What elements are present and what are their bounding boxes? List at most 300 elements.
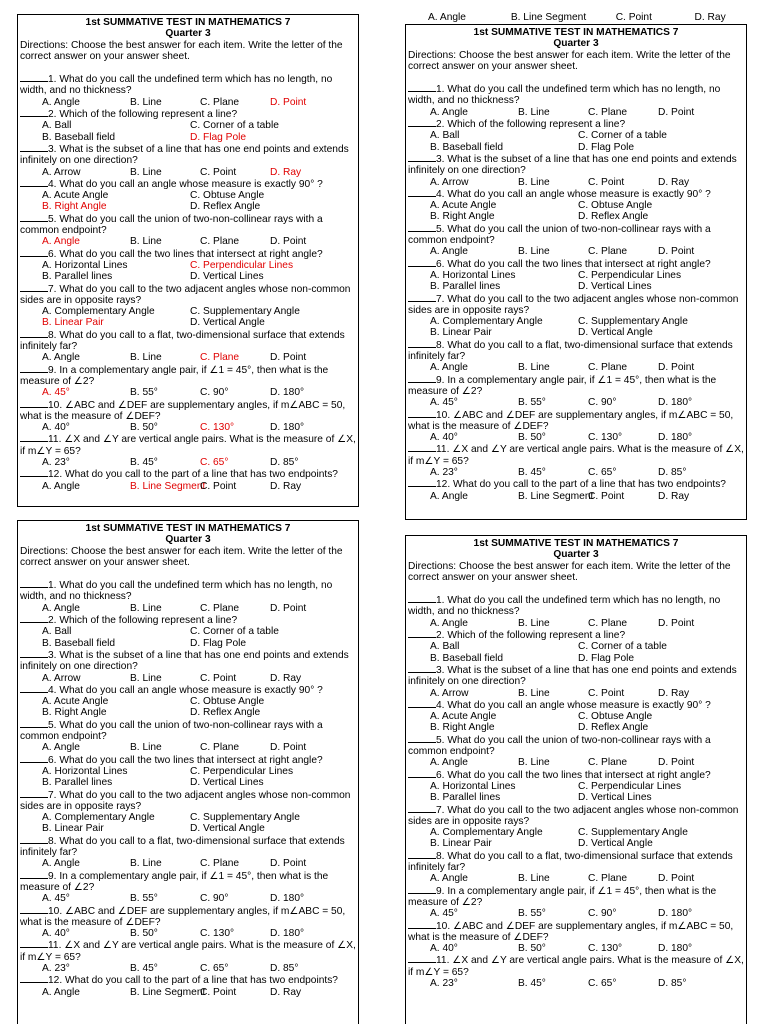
choice-option: C. Plane (200, 742, 240, 754)
question-item (408, 153, 744, 177)
choice-option: B. Line (130, 672, 162, 684)
question-item (408, 118, 744, 130)
choice-option: A. 23° (430, 977, 458, 989)
answer-blank (408, 258, 436, 267)
answer-blank (408, 83, 436, 92)
choices-row (20, 271, 356, 282)
answer-blank (20, 108, 48, 117)
answer-blank (408, 118, 436, 127)
choice-option: C. 130° (588, 432, 623, 444)
answer-blank (20, 614, 48, 623)
question-item (20, 73, 356, 97)
choice-option: A. Ball (430, 641, 460, 653)
choice-option: B. Line (518, 873, 550, 885)
choices-row (20, 120, 356, 131)
choice-option: A. 23° (430, 466, 458, 478)
choice-option: D. Flag Pole (578, 652, 635, 664)
choice-option: B. Line (518, 106, 550, 118)
choice-option: A. Angle (42, 742, 80, 754)
sheet-title: 1st SUMMATIVE TEST IN MATHEMATICS 7 (85, 17, 291, 28)
choice-option: C. Plane (588, 106, 628, 118)
choice-option: B. Parallel lines (430, 281, 501, 293)
choices-row (20, 603, 356, 614)
choice-option: A. Horizontal Lines (42, 259, 128, 271)
choice-option: C. Corner of a table (578, 641, 667, 653)
choice-option: D. Flag Pole (190, 131, 247, 143)
answer-blank (20, 433, 48, 442)
question-item (20, 213, 356, 237)
choice-option: C. Point (200, 986, 237, 998)
choices-row (408, 130, 744, 141)
question-text: 6. What do you call the two lines that intersect at right angle? (436, 258, 711, 270)
choices-row (20, 858, 356, 869)
choices-row (20, 626, 356, 637)
choice-option: C. Perpendicular Lines (578, 269, 682, 281)
choices-row (20, 236, 356, 247)
choice-option: A. Angle (430, 873, 468, 885)
choice-option: D. Vertical Angle (190, 317, 265, 329)
question-text: 6. What do you call the two lines that intersect at right angle? (48, 754, 323, 766)
question-item (408, 664, 744, 688)
choice-option: D. Ray (658, 687, 690, 699)
question-text: 12. What do you call to the part of a line that has two endpoints? (48, 469, 338, 481)
choices-row (408, 200, 744, 211)
answer-blank (408, 769, 436, 778)
choice-option: B. Baseball field (430, 141, 504, 153)
choice-option: C. Plane (200, 602, 240, 614)
answer-blank (20, 399, 48, 408)
quarter-label: Quarter 3 (165, 28, 211, 40)
choice-option: C. Point (200, 166, 237, 178)
choice-option: B. Line (518, 617, 550, 629)
choice-option: C. Plane (588, 362, 628, 374)
answer-blank (408, 478, 436, 487)
choice-d: D. Ray (694, 12, 726, 23)
answer-blank (20, 649, 48, 658)
choices-row (408, 397, 744, 408)
choice-option: A. Arrow (42, 672, 81, 684)
choice-option: D. Flag Pole (578, 141, 635, 153)
choice-option: A. 45° (42, 387, 70, 399)
question-text: 10. ∠ABC and ∠DEF are supplementary angles, if m∠ABC = 50, what is the measure of ∠DEF? (408, 920, 734, 943)
answer-blank (408, 409, 436, 418)
choice-b: B. Line Segment (510, 12, 587, 23)
question-item (408, 804, 744, 828)
choice-option: C. Perpendicular Lines (190, 765, 294, 777)
choice-option: B. Right Angle (430, 722, 495, 734)
choice-option: B. 50° (130, 928, 158, 940)
question-text: 11. ∠X and ∠Y are vertical angle pairs. What is the measure of ∠X, if m∠Y = 65? (408, 444, 744, 467)
choice-option: A. Angle (430, 490, 468, 502)
choice-option: B. Parallel lines (430, 792, 501, 804)
question-text: 2. Which of the following represent a line? (48, 109, 238, 121)
choice-option: C. Point (200, 480, 237, 492)
answer-blank (408, 804, 436, 813)
question-text: 4. What do you call an angle whose measure is exactly 90° ? (436, 699, 711, 711)
test-sheet-2 (405, 24, 747, 520)
choice-option: A. Angle (430, 246, 468, 258)
question-item (20, 870, 356, 894)
choices-row (20, 696, 356, 707)
question-item (20, 684, 356, 696)
choices-row (20, 201, 356, 212)
choice-option: A. Acute Angle (42, 696, 109, 708)
choices-row (408, 316, 744, 327)
choices-row (20, 167, 356, 178)
question-text: 4. What do you call an angle whose measure is exactly 90° ? (48, 178, 323, 190)
choice-option: B. Line (518, 687, 550, 699)
choice-option: B. 45° (518, 466, 546, 478)
choice-option: B. Right Angle (42, 201, 107, 213)
choice-option: D. Vertical Angle (578, 838, 653, 850)
choice-option: C. Corner of a table (190, 120, 279, 132)
quarter-label: Quarter 3 (553, 549, 599, 561)
answer-blank (20, 73, 48, 82)
choice-option: A. 23° (42, 962, 70, 974)
answer-blank (408, 885, 436, 894)
question-text: 7. What do you call to the two adjacent angles whose non-common sides are in opposite rays? (20, 283, 351, 306)
choice-option: D. Point (270, 96, 307, 108)
choices-row (20, 638, 356, 649)
choice-option: D. Vertical Lines (190, 777, 264, 789)
choice-option: A. Complementary Angle (42, 306, 155, 318)
question-item (20, 649, 356, 673)
choice-option: B. Line (130, 602, 162, 614)
question-text: 5. What do you call the union of two-non-collinear rays with a common endpoint? (408, 734, 711, 758)
choices-row (408, 327, 744, 338)
question-text: 8. What do you call to a flat, two-dimensional surface that extends infinitely far? (408, 850, 733, 874)
question-text: 5. What do you call the union of two-non-collinear rays with a common endpoint? (20, 719, 323, 743)
choice-option: C. Point (588, 687, 625, 699)
choices-row (20, 673, 356, 684)
choice-option: A. Angle (430, 757, 468, 769)
answer-blank (20, 468, 48, 477)
choice-option: A. Angle (42, 858, 80, 870)
directions: Directions: Choose the best answer for each item. Write the letter of the correct answer on your answer sheet. (20, 39, 343, 62)
choice-option: B. 45° (130, 456, 158, 468)
choice-option: B. Linear Pair (42, 823, 104, 835)
answer-blank (20, 143, 48, 152)
answer-blank (408, 699, 436, 708)
choice-option: D. 180° (658, 908, 693, 920)
choices-row (20, 987, 356, 998)
choice-option: C. Point (200, 672, 237, 684)
choice-option: D. Vertical Lines (190, 271, 264, 283)
choice-option: C. Obtuse Angle (578, 711, 653, 723)
choice-option: D. 85° (270, 456, 299, 468)
question-text: 9. In a complementary angle pair, if ∠1 = 45°, then what is the measure of ∠2? (20, 364, 329, 387)
question-text: 4. What do you call an angle whose measure is exactly 90° ? (436, 188, 711, 200)
choices-row (408, 177, 744, 188)
choice-option: C. Plane (588, 873, 628, 885)
question-item (408, 258, 744, 270)
choice-option: A. Arrow (42, 166, 81, 178)
choice-option: B. 50° (518, 432, 546, 444)
question-item (20, 108, 356, 120)
question-item (20, 468, 356, 480)
choice-option: C. Supplementary Angle (190, 812, 300, 824)
choices-row (20, 306, 356, 317)
question-item (408, 920, 744, 944)
choices-row (408, 873, 744, 884)
question-item (408, 734, 744, 758)
question-item (408, 954, 744, 978)
choice-option: D. Ray (658, 176, 690, 188)
choice-option: C. 130° (588, 943, 623, 955)
question-item (408, 409, 744, 433)
question-item (20, 754, 356, 766)
choice-option: A. Angle (430, 362, 468, 374)
choice-option: D. Point (270, 858, 307, 870)
question-item (20, 178, 356, 190)
question-item (408, 293, 744, 317)
choice-option: B. Right Angle (430, 211, 495, 223)
choice-option: B. Parallel lines (42, 777, 113, 789)
choice-option: B. 50° (130, 422, 158, 434)
choice-option: A. Complementary Angle (430, 827, 543, 839)
choice-option: C. 65° (200, 962, 229, 974)
choices-row (20, 317, 356, 328)
choice-option: A. Angle (42, 602, 80, 614)
choice-option: D. 180° (270, 928, 305, 940)
choice-option: C. Point (588, 176, 625, 188)
choices-row (20, 422, 356, 433)
question-text: 2. Which of the following represent a line? (436, 630, 626, 642)
question-text: 12. What do you call to the part of a line that has two endpoints? (436, 479, 726, 491)
choice-option: B. Parallel lines (42, 271, 113, 283)
choice-option: D. Point (658, 617, 695, 629)
sheet-title: 1st SUMMATIVE TEST IN MATHEMATICS 7 (85, 523, 291, 534)
choice-option: B. Line (518, 246, 550, 258)
choice-option: A. Complementary Angle (430, 316, 543, 328)
choice-option: C. Supplementary Angle (578, 827, 688, 839)
choice-option: B. Line Segment (130, 480, 206, 492)
choice-option: B. Line Segment (130, 986, 206, 998)
choice-option: A. Angle (42, 352, 80, 364)
choice-option: C. Plane (200, 96, 240, 108)
answer-blank (20, 835, 48, 844)
answer-blank (408, 188, 436, 197)
choice-c: C. Point (615, 12, 652, 23)
question-item (408, 339, 744, 363)
choice-option: D. Flag Pole (190, 637, 247, 649)
choice-option: C. 90° (200, 387, 229, 399)
question-text: 5. What do you call the union of two-non-collinear rays with a common endpoint? (20, 213, 323, 237)
question-item (408, 83, 744, 107)
sheet-title: 1st SUMMATIVE TEST IN MATHEMATICS 7 (473, 27, 679, 38)
choices-row (408, 270, 744, 281)
answer-blank (408, 594, 436, 603)
choice-option: A. Angle (42, 236, 80, 248)
choices-row (20, 707, 356, 718)
choice-option: A. Acute Angle (430, 200, 497, 212)
question-text: 8. What do you call to a flat, two-dimensional surface that extends infinitely far? (20, 835, 345, 859)
question-text: 3. What is the subset of a line that has one end points and extends infinitely on one direction? (408, 153, 737, 177)
answer-blank (20, 329, 48, 338)
choice-option: B. Line Segment (518, 490, 594, 502)
choices-row (408, 827, 744, 838)
choice-option: C. Perpendicular Lines (190, 259, 294, 271)
choice-option: D. Point (658, 873, 695, 885)
choices-row (20, 132, 356, 143)
choice-option: D. Reflex Angle (578, 211, 649, 223)
choices-row (20, 893, 356, 904)
answer-blank (408, 664, 436, 673)
choices-row (20, 777, 356, 788)
choice-option: A. Horizontal Lines (42, 765, 128, 777)
answer-blank (408, 734, 436, 743)
question-item (20, 283, 356, 307)
choice-option: A. Angle (42, 480, 80, 492)
choice-option: D. 85° (270, 962, 299, 974)
choice-option: D. Reflex Angle (578, 722, 649, 734)
question-text: 3. What is the subset of a line that has one end points and extends infinitely on one direction? (20, 649, 349, 673)
question-item (20, 364, 356, 388)
answer-blank (408, 850, 436, 859)
choice-option: D. Point (270, 236, 307, 248)
answer-blank (20, 178, 48, 187)
choice-option: B. 55° (518, 397, 546, 409)
choice-option: A. Horizontal Lines (430, 780, 516, 792)
choices-row (20, 812, 356, 823)
choices-row (20, 190, 356, 201)
choice-option: C. 65° (588, 466, 617, 478)
choice-option: C. Plane (588, 246, 628, 258)
directions: Directions: Choose the best answer for each item. Write the letter of the correct answer on your answer sheet. (408, 560, 731, 583)
question-text: 1. What do you call the undefined term which has no length, no width, and no thickness? (20, 74, 333, 97)
choice-option: B. Line (130, 166, 162, 178)
choice-option: C. Obtuse Angle (190, 696, 265, 708)
choices-row (408, 246, 744, 257)
answer-blank (20, 905, 48, 914)
choice-option: C. Obtuse Angle (578, 200, 653, 212)
choices-row (20, 97, 356, 108)
choices-row (408, 618, 744, 629)
choices-row (408, 432, 744, 443)
question-item (408, 885, 744, 909)
choices-row (20, 457, 356, 468)
choices-row (408, 491, 744, 502)
question-item (20, 399, 356, 423)
choices-row (20, 481, 356, 492)
choice-option: D. Point (658, 362, 695, 374)
choice-option: A. Arrow (430, 176, 469, 188)
answer-blank (408, 153, 436, 162)
question-text: 7. What do you call to the two adjacent angles whose non-common sides are in opposite rays? (408, 804, 739, 827)
choices-row (408, 467, 744, 478)
question-text: 1. What do you call the undefined term which has no length, no width, and no thickness? (408, 595, 721, 618)
question-text: 11. ∠X and ∠Y are vertical angle pairs. What is the measure of ∠X, if m∠Y = 65? (20, 940, 356, 963)
question-text: 12. What do you call to the part of a line that has two endpoints? (48, 975, 338, 987)
answer-blank (408, 374, 436, 383)
choice-option: A. 40° (42, 422, 70, 434)
directions: Directions: Choose the best answer for each item. Write the letter of the correct answer on your answer sheet. (20, 545, 343, 568)
question-text: 8. What do you call to a flat, two-dimensional surface that extends infinitely far? (20, 329, 345, 353)
choice-option: B. 45° (518, 977, 546, 989)
choice-option: D. Ray (270, 480, 302, 492)
question-text: 1. What do you call the undefined term which has no length, no width, and no thickness? (408, 84, 721, 107)
question-text: 2. Which of the following represent a line? (436, 119, 626, 131)
choice-option: C. Corner of a table (578, 130, 667, 142)
choice-option: D. 180° (270, 893, 305, 905)
answer-blank (20, 579, 48, 588)
answer-blank (408, 920, 436, 929)
question-item (408, 223, 744, 247)
question-item (20, 905, 356, 929)
choice-option: D. Point (658, 757, 695, 769)
answer-blank (408, 293, 436, 302)
question-text: 6. What do you call the two lines that intersect at right angle? (48, 248, 323, 260)
question-item (20, 939, 356, 963)
choice-option: D. Point (270, 602, 307, 614)
choice-option: B. Baseball field (42, 131, 116, 143)
choices-row (20, 260, 356, 271)
question-item (20, 974, 356, 986)
question-text: 9. In a complementary angle pair, if ∠1 = 45°, then what is the measure of ∠2? (20, 870, 329, 893)
top-cutoff-choices (428, 12, 726, 23)
choice-option: C. Plane (588, 757, 628, 769)
choice-option: D. Point (658, 246, 695, 258)
choice-a: A. Angle (428, 12, 466, 23)
question-text: 9. In a complementary angle pair, if ∠1 = 45°, then what is the measure of ∠2? (408, 374, 717, 397)
choice-option: A. 40° (430, 943, 458, 955)
question-item (408, 769, 744, 781)
question-text: 10. ∠ABC and ∠DEF are supplementary angles, if m∠ABC = 50, what is the measure of ∠DEF? (408, 409, 734, 432)
choice-option: A. Ball (430, 130, 460, 142)
question-text: 6. What do you call the two lines that intersect at right angle? (436, 769, 711, 781)
answer-blank (408, 629, 436, 638)
choice-option: D. 85° (658, 466, 687, 478)
answer-blank (20, 248, 48, 257)
choice-option: C. Plane (200, 858, 240, 870)
choices-row (408, 281, 744, 292)
choice-option: C. Plane (588, 617, 628, 629)
choice-option: D. Ray (270, 672, 302, 684)
choice-option: B. 55° (130, 893, 158, 905)
question-item (20, 614, 356, 626)
question-item (408, 478, 744, 490)
choices-row (408, 211, 744, 222)
question-text: 7. What do you call to the two adjacent angles whose non-common sides are in opposite rays? (20, 789, 351, 812)
choice-option: D. Point (270, 742, 307, 754)
question-item (408, 374, 744, 398)
choice-option: D. 180° (658, 397, 693, 409)
choice-option: B. 55° (518, 908, 546, 920)
choice-option: A. 40° (430, 432, 458, 444)
choice-option: A. Angle (42, 986, 80, 998)
question-text: 3. What is the subset of a line that has one end points and extends infinitely on one direction? (408, 664, 737, 688)
choice-option: C. Plane (200, 352, 240, 364)
question-item (20, 248, 356, 260)
choice-option: D. 180° (658, 943, 693, 955)
choice-option: B. Line (130, 352, 162, 364)
choice-option: C. 130° (200, 422, 235, 434)
answer-blank (20, 684, 48, 693)
choices-row (408, 978, 744, 989)
question-item (20, 433, 356, 457)
question-text: 8. What do you call to a flat, two-dimensional surface that extends infinitely far? (408, 339, 733, 363)
choices-row (408, 641, 744, 652)
choice-option: B. Line (130, 96, 162, 108)
choice-option: C. Perpendicular Lines (578, 780, 682, 792)
choice-option: B. Line (130, 858, 162, 870)
answer-blank (20, 719, 48, 728)
choice-option: A. Angle (430, 617, 468, 629)
choice-option: B. Linear Pair (42, 317, 104, 329)
choice-option: D. Reflex Angle (190, 707, 261, 719)
choice-option: D. Ray (270, 986, 302, 998)
choice-option: C. 90° (588, 397, 617, 409)
